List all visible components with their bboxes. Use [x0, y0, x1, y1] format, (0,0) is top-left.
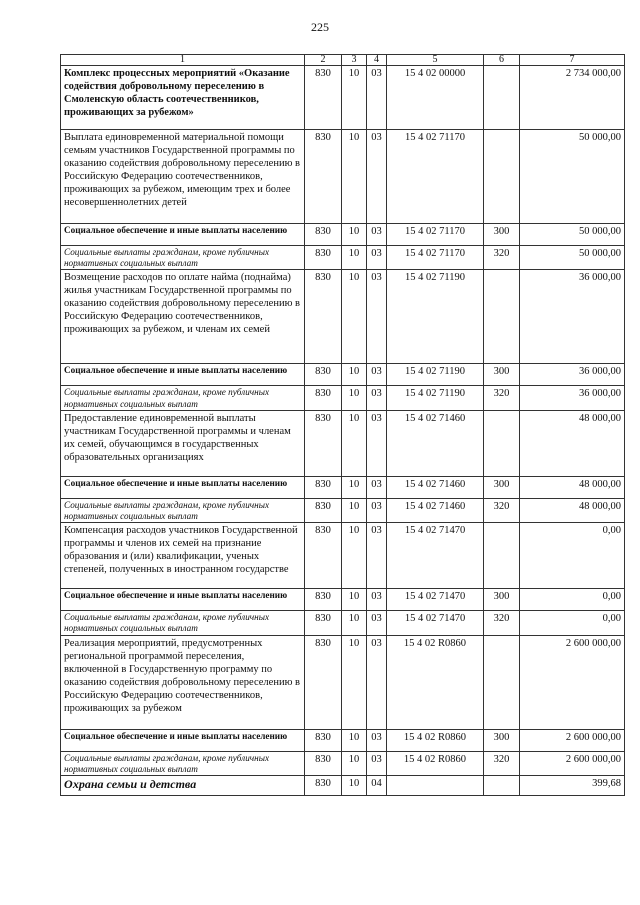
row-name: Возмещение расходов по оплате найма (поднайма) жилья участникам Государственной программы по оказанию содействия добровольному переселению в Российскую Федерацию соотечественников, проживающих за рубежом, и членам их семей: [61, 270, 305, 364]
code-subsection: 03: [367, 635, 387, 729]
code-admin: 830: [305, 611, 342, 635]
code-subsection: 03: [367, 246, 387, 270]
code-admin: 830: [305, 130, 342, 224]
code-subsection: 03: [367, 751, 387, 775]
code-section: 10: [342, 523, 367, 589]
row-name: Социальные выплаты гражданам, кроме публичных нормативных социальных выплат: [61, 386, 305, 410]
code-admin: 830: [305, 776, 342, 796]
row-name: Реализация мероприятий, предусмотренных региональной программой переселения, включенной в Государственную программу по оказанию содействия добровольному переселению в Российскую Федерацию соотечественников, проживающих за рубежом: [61, 635, 305, 729]
table-row: [61, 270, 625, 364]
amount: 50 000,00: [520, 246, 625, 270]
code-section: 10: [342, 498, 367, 522]
code-target: 15 4 02 71470: [387, 611, 484, 635]
column-number-row: [61, 55, 625, 66]
code-section: 10: [342, 246, 367, 270]
code-subsection: 04: [367, 776, 387, 796]
code-target: 15 4 02 R0860: [387, 729, 484, 751]
table-row: [61, 729, 625, 751]
amount: 2 600 000,00: [520, 635, 625, 729]
row-name: Социальное обеспечение и иные выплаты населению: [61, 224, 305, 246]
code-target: 15 4 02 71470: [387, 523, 484, 589]
amount: 2 600 000,00: [520, 751, 625, 775]
code-target: 15 4 02 71190: [387, 270, 484, 364]
code-target: 15 4 02 71170: [387, 130, 484, 224]
table-row: [61, 751, 625, 775]
code-target: 15 4 02 R0860: [387, 751, 484, 775]
amount: 2 600 000,00: [520, 729, 625, 751]
row-name: Предоставление единовременной выплаты участникам Государственной программы и членам их семей, обучающимся в государственных образовательных организациях: [61, 410, 305, 476]
code-expense-type: 300: [484, 224, 520, 246]
code-admin: 830: [305, 498, 342, 522]
code-expense-type: 320: [484, 386, 520, 410]
code-section: 10: [342, 130, 367, 224]
code-admin: 830: [305, 410, 342, 476]
code-subsection: 03: [367, 589, 387, 611]
code-section: 10: [342, 410, 367, 476]
table-row: [61, 130, 625, 224]
code-target: 15 4 02 71170: [387, 246, 484, 270]
budget-table: [60, 54, 625, 796]
row-name: Социальные выплаты гражданам, кроме публичных нормативных социальных выплат: [61, 498, 305, 522]
row-name: Социальные выплаты гражданам, кроме публичных нормативных социальных выплат: [61, 246, 305, 270]
row-name: Комплекс процессных мероприятий «Оказание содействия добровольному переселению в Смоленскую область соотечественников, проживающих за рубежом»: [61, 66, 305, 130]
code-section: 10: [342, 589, 367, 611]
code-expense-type: 320: [484, 611, 520, 635]
column-number: 6: [484, 55, 520, 66]
code-expense-type: 300: [484, 729, 520, 751]
code-target: 15 4 02 71190: [387, 364, 484, 386]
amount: 0,00: [520, 589, 625, 611]
code-subsection: 03: [367, 270, 387, 364]
code-target: 15 4 02 71470: [387, 589, 484, 611]
column-number: 5: [387, 55, 484, 66]
table-row: [61, 476, 625, 498]
code-admin: 830: [305, 364, 342, 386]
code-expense-type: [484, 130, 520, 224]
table-row: [61, 224, 625, 246]
code-target: 15 4 02 71190: [387, 386, 484, 410]
code-section: 10: [342, 751, 367, 775]
code-target: 15 4 02 71460: [387, 476, 484, 498]
table-row: [61, 498, 625, 522]
code-target: 15 4 02 71460: [387, 410, 484, 476]
code-expense-type: 320: [484, 246, 520, 270]
row-name: Социальное обеспечение и иные выплаты населению: [61, 476, 305, 498]
row-name: Компенсация расходов участников Государственной программы и членов их семей на признание образования и (или) квалификации, ученых степеней, полученных в иностранном государстве: [61, 523, 305, 589]
amount: 50 000,00: [520, 224, 625, 246]
code-subsection: 03: [367, 130, 387, 224]
code-subsection: 03: [367, 523, 387, 589]
code-subsection: 03: [367, 66, 387, 130]
code-section: 10: [342, 611, 367, 635]
code-subsection: 03: [367, 224, 387, 246]
amount: 50 000,00: [520, 130, 625, 224]
code-subsection: 03: [367, 386, 387, 410]
amount: 0,00: [520, 611, 625, 635]
code-target: 15 4 02 71170: [387, 224, 484, 246]
code-admin: 830: [305, 523, 342, 589]
code-section: 10: [342, 776, 367, 796]
code-subsection: 03: [367, 410, 387, 476]
amount: 48 000,00: [520, 498, 625, 522]
table-row: [61, 523, 625, 589]
code-section: 10: [342, 364, 367, 386]
code-expense-type: [484, 66, 520, 130]
column-number: 4: [367, 55, 387, 66]
table-row: [61, 66, 625, 130]
code-expense-type: [484, 523, 520, 589]
table-row: [61, 776, 625, 796]
code-subsection: 03: [367, 364, 387, 386]
code-admin: 830: [305, 224, 342, 246]
table-row: [61, 589, 625, 611]
amount: 36 000,00: [520, 386, 625, 410]
code-admin: 830: [305, 635, 342, 729]
code-admin: 830: [305, 476, 342, 498]
table-row: [61, 635, 625, 729]
row-name: Охрана семьи и детства: [61, 776, 305, 796]
amount: 36 000,00: [520, 270, 625, 364]
amount: 2 734 000,00: [520, 66, 625, 130]
code-subsection: 03: [367, 729, 387, 751]
table-row: [61, 611, 625, 635]
column-number: 1: [61, 55, 305, 66]
code-section: 10: [342, 386, 367, 410]
code-expense-type: [484, 635, 520, 729]
code-target: 15 4 02 71460: [387, 498, 484, 522]
row-name: Социальное обеспечение и иные выплаты населению: [61, 729, 305, 751]
code-subsection: 03: [367, 476, 387, 498]
code-section: 10: [342, 729, 367, 751]
row-name: Социальное обеспечение и иные выплаты населению: [61, 589, 305, 611]
code-admin: 830: [305, 751, 342, 775]
amount: 36 000,00: [520, 364, 625, 386]
code-target: 15 4 02 00000: [387, 66, 484, 130]
code-target: [387, 776, 484, 796]
code-expense-type: 300: [484, 476, 520, 498]
row-name: Социальные выплаты гражданам, кроме публичных нормативных социальных выплат: [61, 611, 305, 635]
page-number: 225: [311, 20, 329, 34]
table-row: [61, 246, 625, 270]
column-number: 3: [342, 55, 367, 66]
code-expense-type: [484, 776, 520, 796]
code-admin: 830: [305, 589, 342, 611]
row-name: Социальное обеспечение и иные выплаты населению: [61, 364, 305, 386]
row-name: Выплата единовременной материальной помощи семьям участников Государственной программы по оказанию содействия добровольному переселению в Российскую Федерацию соотечественников, проживающих за рубежом, имеющим трех и более несовершеннолетних детей: [61, 130, 305, 224]
code-expense-type: 300: [484, 589, 520, 611]
amount: 48 000,00: [520, 410, 625, 476]
amount: 0,00: [520, 523, 625, 589]
code-admin: 830: [305, 246, 342, 270]
code-admin: 830: [305, 66, 342, 130]
code-expense-type: [484, 270, 520, 364]
code-section: 10: [342, 66, 367, 130]
table-row: [61, 410, 625, 476]
code-expense-type: [484, 410, 520, 476]
column-number: 2: [305, 55, 342, 66]
column-number: 7: [520, 55, 625, 66]
code-section: 10: [342, 224, 367, 246]
code-section: 10: [342, 270, 367, 364]
code-admin: 830: [305, 270, 342, 364]
code-admin: 830: [305, 729, 342, 751]
code-admin: 830: [305, 386, 342, 410]
table-row: [61, 386, 625, 410]
code-subsection: 03: [367, 498, 387, 522]
table-row: [61, 364, 625, 386]
code-section: 10: [342, 635, 367, 729]
code-section: 10: [342, 476, 367, 498]
amount: 399,68: [520, 776, 625, 796]
code-subsection: 03: [367, 611, 387, 635]
code-expense-type: 300: [484, 364, 520, 386]
code-target: 15 4 02 R0860: [387, 635, 484, 729]
code-expense-type: 320: [484, 751, 520, 775]
row-name: Социальные выплаты гражданам, кроме публичных нормативных социальных выплат: [61, 751, 305, 775]
code-expense-type: 320: [484, 498, 520, 522]
amount: 48 000,00: [520, 476, 625, 498]
